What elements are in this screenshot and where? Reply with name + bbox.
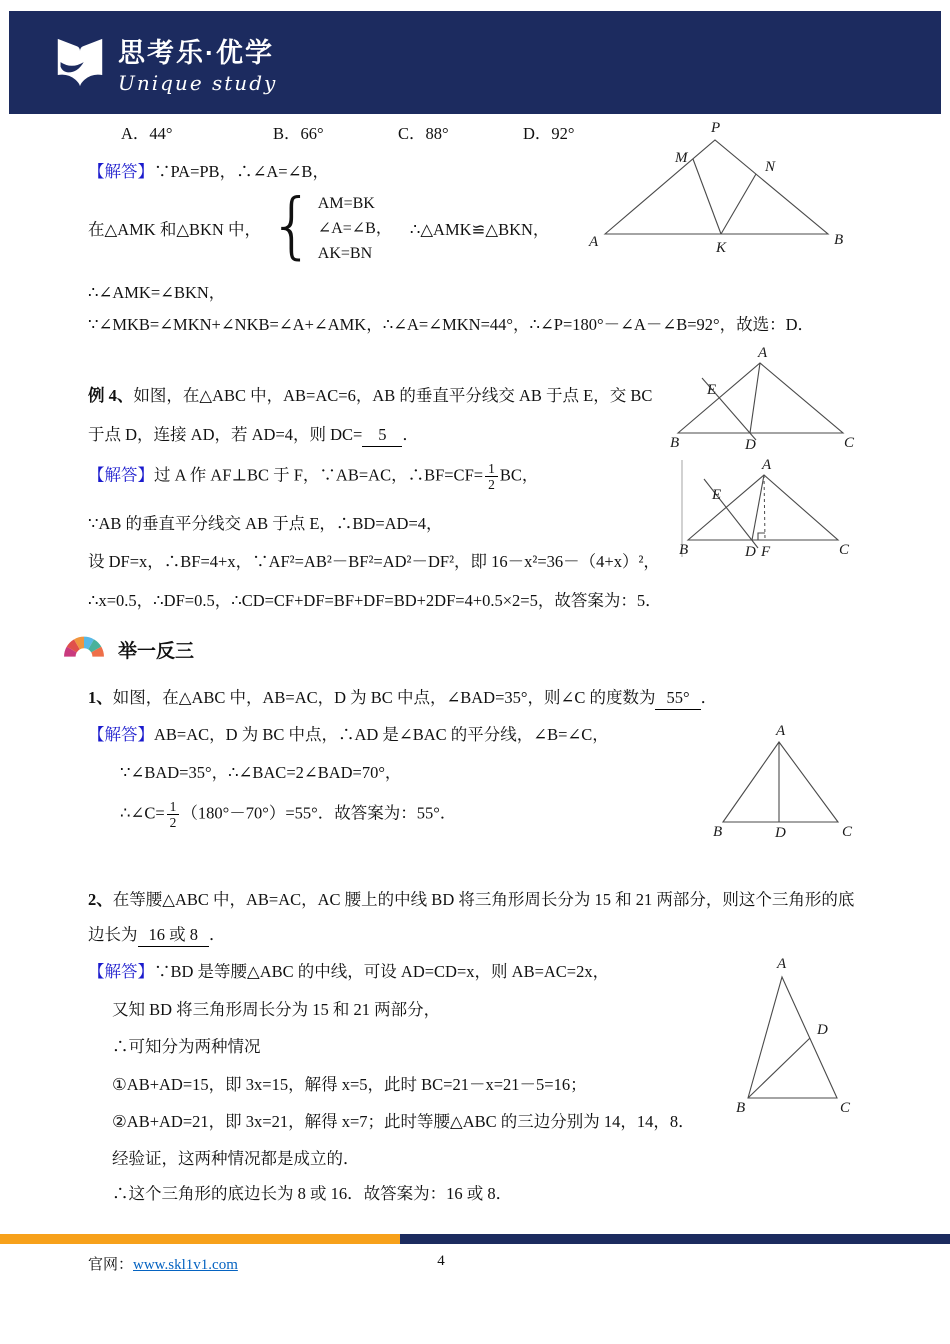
vertex-label: C — [842, 824, 853, 840]
diagram-q2-figure — [735, 952, 870, 1120]
solution-text: AB=AC，D 为 BC 中点，∴AD 是∠BAC 的平分线，∠B=∠C， — [154, 725, 609, 744]
system-equations — [318, 191, 392, 266]
answer-tag: 【解答】 — [88, 725, 154, 744]
mc-option-d: D．92° — [523, 124, 575, 143]
footer-divider-bar — [0, 1234, 950, 1244]
question1-stem — [88, 686, 717, 710]
solution-text: （180°－70°）=55°．故答案为：55°． — [181, 803, 457, 823]
punctuation: ． — [402, 425, 419, 444]
example4-number: 例 4、 — [88, 386, 134, 405]
vertex-label: E — [712, 487, 722, 503]
answer-tag: 【解答】 — [88, 962, 154, 981]
solution-text: ∵BD 是等腰△ABC 的中线，可设 AD=CD=x，则 AB=AC=2x， — [154, 962, 610, 981]
solution-text: 过 A 作 AF⊥BC 于 F，∵AB=AC，∴BF=CF= — [154, 465, 484, 485]
solution-line — [88, 723, 609, 746]
vertex-label: D — [775, 825, 786, 841]
vertex-label: K — [716, 240, 727, 256]
solution-line: ∵AB 的垂直平分线交 AB 于点 E，∴BD=AD=4， — [88, 514, 443, 533]
diagram-q1-figure — [705, 722, 870, 842]
example4-stem-line2 — [88, 423, 419, 447]
solution-line: ∵∠BAD=35°，∴∠BAC=2∠BAD=70°， — [120, 763, 402, 782]
diagram-ex4-figure2 — [648, 455, 883, 567]
vertex-label: D — [745, 437, 756, 453]
question2-stem-line2 — [88, 923, 226, 947]
footer-bar-navy — [400, 1234, 950, 1244]
page-number: 4 — [437, 1253, 445, 1269]
brand-logo-icon — [55, 36, 105, 90]
question2-stem-text: 在等腰△ABC 中，AB=AC，AC 腰上的中线 BD 将三角形周长分为 15 和 21 两部分，则这个三角形的底 — [112, 890, 855, 909]
solution-line — [88, 461, 538, 492]
example4-stem-text: 于点 D，连接 AD，若 AD=4，则 DC= — [88, 425, 363, 444]
vertex-label: M — [675, 150, 688, 166]
solution-line: ∵∠MKB=∠MKN+∠NKB=∠A+∠AMK，∴∠A=∠MKN=44°，∴∠P=180°－∠A－∠B=92°，故选：D． — [88, 315, 815, 334]
system-eq-1: AM=BK — [317, 194, 375, 212]
solution-line: ∴x=0.5，∴DF=0.5，∴CD=CF+DF=BF+DF=BD+2DF=4+0.5×2=5，故答案为：5． — [88, 591, 662, 610]
footer-site-line — [88, 1253, 238, 1274]
solution-text: BC， — [499, 465, 539, 485]
vertex-label: A — [758, 345, 768, 361]
footer-site-label: 官网： — [88, 1257, 134, 1273]
mc-option-a: A．44° — [121, 124, 173, 143]
diagram-triangle-APB — [575, 118, 865, 263]
vertex-label: N — [765, 159, 776, 175]
vertex-label: C — [840, 1100, 851, 1116]
example4-stem-line1 — [88, 384, 652, 407]
mc-option-b: B．66° — [273, 124, 324, 143]
solution-line: ②AB+AD=21，即 3x=21，解得 x=7；此时等腰△ABC 的三边分别为 14，14，8． — [112, 1112, 695, 1131]
question2-stem-line1 — [88, 888, 854, 911]
vertex-label: A — [776, 723, 786, 739]
answer-tag: 【解答】 — [88, 465, 154, 485]
question1-stem-text: 如图，在△ABC 中，AB=AC，D 为 BC 中点，∠BAD=35°，则∠C 的度数为 — [112, 688, 656, 707]
equation-system — [88, 183, 550, 268]
fraction-one-half: $\frac{1}{2}$ — [485, 461, 498, 492]
solution-text: ∴∠C= — [120, 803, 165, 823]
header-banner — [9, 11, 941, 114]
footer-site-link[interactable]: www.skl1v1.com — [133, 1257, 238, 1273]
solution-line — [88, 960, 609, 983]
vertex-label: C — [839, 542, 850, 558]
answer-blank: 55° — [655, 686, 700, 710]
system-prefix: 在△AMK 和△BKN 中， — [88, 220, 261, 239]
mc-option-c: C．88° — [398, 124, 449, 143]
question1-number: 1、 — [88, 688, 113, 707]
solution-line: ∴∠AMK=∠BKN， — [88, 283, 226, 302]
system-brace: { — [268, 183, 315, 267]
answer-blank: 5 — [362, 423, 402, 447]
example4-stem-text: 如图，在△ABC 中，AB=AC=6，AB 的垂直平分线交 AB 于点 E，交 BC — [133, 386, 653, 405]
solution-line — [88, 160, 329, 183]
rainbow-icon — [63, 629, 105, 659]
solution-line — [120, 799, 456, 830]
system-conclusion: ∴△AMK≌△BKN， — [409, 220, 550, 239]
vertex-label: C — [844, 435, 855, 451]
vertex-label: F — [761, 544, 771, 560]
vertex-label: A — [762, 457, 772, 473]
answer-blank: 16 或 8 — [138, 923, 210, 947]
question2-number: 2、 — [88, 890, 113, 909]
footer-bar-orange — [0, 1234, 400, 1244]
solution-line: 又知 BD 将三角形周长分为 15 和 21 两部分， — [112, 1000, 441, 1019]
brand-name-en: Unique study — [118, 70, 278, 95]
vertex-label: A — [777, 956, 787, 972]
vertex-label: P — [711, 120, 721, 136]
fraction-one-half: $\frac{1}{2}$ — [167, 799, 180, 830]
vertex-label: B — [670, 435, 680, 451]
vertex-label: B — [679, 542, 689, 558]
vertex-label: B — [713, 824, 723, 840]
question2-stem-text: 边长为 — [88, 925, 138, 944]
vertex-label: B — [736, 1100, 746, 1116]
solution-line: ∴这个三角形的底边长为 8 或 16．故答案为：16 或 8． — [112, 1184, 513, 1203]
system-eq-3: AK=BN — [317, 244, 373, 262]
vertex-label: D — [745, 544, 756, 560]
vertex-label: B — [834, 232, 844, 248]
punctuation: ． — [700, 688, 718, 707]
solution-line: 经验证，这两种情况都是成立的． — [112, 1149, 360, 1168]
solution-line: 设 DF=x，∴BF=4+x，∵AF²=AB²－BF²=AD²－DF²，即 16－x²=36－（4+x）²， — [88, 552, 660, 571]
solution-line: ①AB+AD=15，即 3x=15，解得 x=5，此时 BC=21－x=21－5=16； — [112, 1075, 587, 1094]
vertex-label: D — [817, 1022, 828, 1038]
punctuation: ． — [209, 925, 226, 944]
brand-name-cn: 思考乐·优学 — [118, 37, 274, 68]
brand-text — [118, 31, 277, 95]
vertex-label: A — [589, 234, 599, 250]
diagram-ex4-figure1 — [648, 345, 883, 453]
solution-text: ∵PA=PB，∴∠A=∠B， — [154, 162, 329, 181]
system-eq-2: ∠A=∠B， — [317, 219, 392, 237]
answer-tag: 【解答】 — [88, 162, 154, 181]
section-title: 举一反三 — [118, 641, 195, 662]
solution-line: ∴可知分为两种情况 — [112, 1037, 261, 1056]
vertex-label: E — [707, 382, 717, 398]
